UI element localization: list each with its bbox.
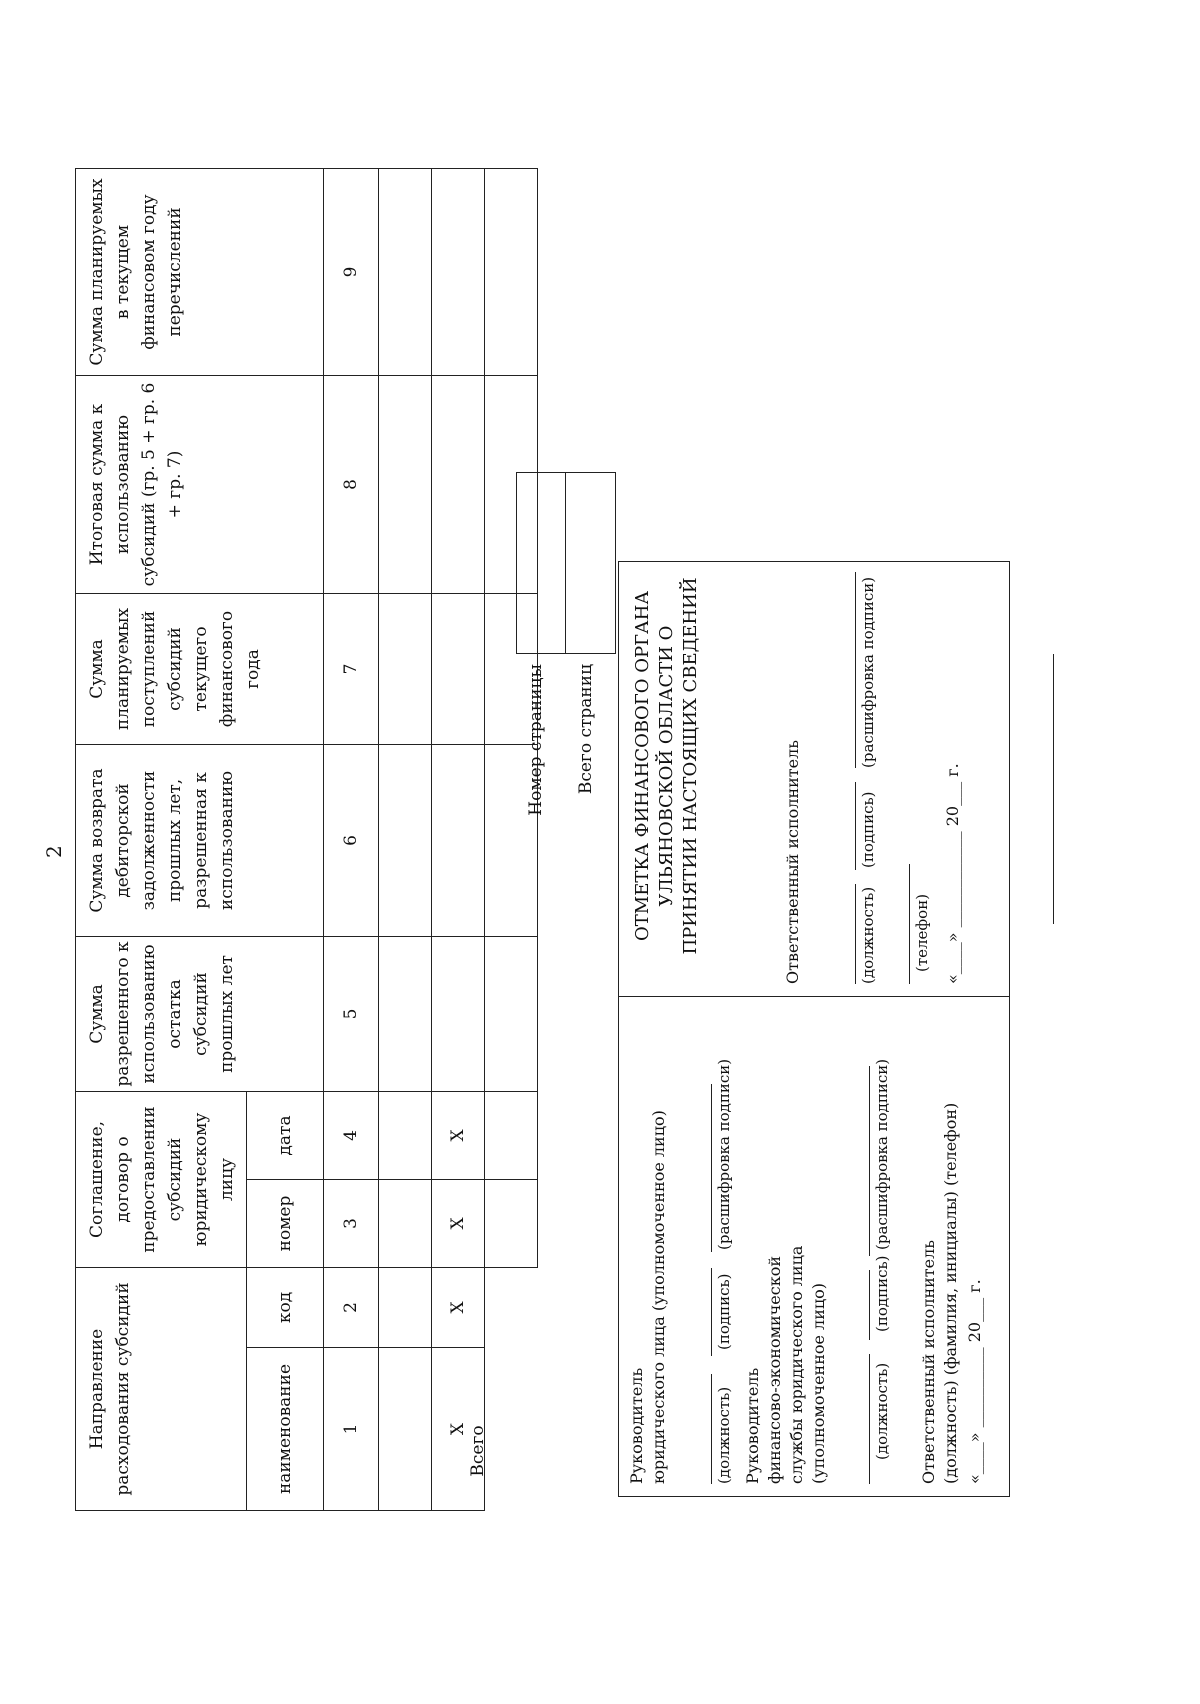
position-caption: (должность) (715, 1386, 733, 1484)
header-number: номер (247, 1179, 324, 1267)
column-number: 1 (324, 1348, 379, 1511)
column-number: 2 (324, 1267, 379, 1347)
table-cell[interactable] (379, 1348, 432, 1511)
x-cell: Х (432, 1348, 485, 1511)
table-cell[interactable] (379, 1091, 432, 1179)
header-col5: Сумма разрешенного к использованию остатка субсидий прошлых лет (76, 936, 324, 1091)
head-title-2: юридического лица (уполномоченное лицо) (649, 1110, 668, 1484)
table-row-x (432, 168, 485, 1510)
header-col8: Итоговая сумма к использованию субсидий (гр. 5 + гр. 6 + гр. 7) (76, 375, 324, 593)
decoding-line[interactable] (711, 1084, 712, 1252)
signature-caption: (подпись) (873, 1255, 891, 1332)
table-cell[interactable] (379, 744, 432, 936)
total-pages-label: Всего страниц (576, 664, 596, 795)
page-number-label: Номер страницы (526, 664, 546, 816)
decoding-caption: (расшифровка подписи) (859, 576, 877, 768)
decoding-line[interactable] (855, 572, 856, 768)
fin-head-4: (уполномоченное лицо) (809, 1282, 828, 1484)
signature-line[interactable] (855, 782, 856, 870)
signature-caption: (подпись) (715, 1273, 733, 1350)
fin-head-2: финансово-экономической (765, 1256, 784, 1484)
page-number: 2 (42, 845, 66, 858)
executor-captions: (должность) (фамилия, инициалы) (телефон) (941, 1102, 960, 1484)
column-number: 9 (324, 168, 379, 375)
table-cell[interactable] (432, 375, 485, 593)
table-cell[interactable] (379, 1179, 432, 1267)
position-line[interactable] (869, 1354, 870, 1484)
decoding-caption: (расшифровка подписи) (873, 1058, 891, 1250)
x-cell: Х (432, 1091, 485, 1179)
column-number: 3 (324, 1179, 379, 1267)
header-date: дата (247, 1091, 324, 1179)
total-label: Всего (468, 1425, 488, 1477)
date-line[interactable]: «____» __________ 20___ г. (965, 1279, 984, 1484)
pages-box-divider (565, 473, 566, 653)
subsidy-table (75, 168, 538, 1511)
table-cell[interactable] (485, 1091, 538, 1179)
table-cell[interactable] (379, 1267, 432, 1347)
table-cell[interactable] (432, 936, 485, 1091)
fin-head-3: службы юридического лица (787, 1245, 806, 1484)
pages-box (516, 472, 616, 654)
mark-title: ОТМЕТКА ФИНАНСОВОГО ОРГАНА УЛЬЯНОВСКОЙ ОБЛАСТИ О ПРИНЯТИИ НАСТОЯЩИХ СВЕДЕНИЙ (632, 577, 701, 955)
column-number: 4 (324, 1091, 379, 1179)
legal-entity-signatures (619, 996, 1009, 1496)
signature-block (618, 561, 1010, 1497)
column-number: 6 (324, 744, 379, 936)
position-caption: (должность) (859, 886, 877, 984)
table-cell[interactable] (485, 1179, 538, 1267)
signature-caption: (подпись) (859, 791, 877, 868)
position-line[interactable] (711, 1374, 712, 1484)
header-col7: Сумма планируемых поступлений субсидий текущего финансового года (76, 593, 324, 744)
divider-line (1053, 654, 1054, 924)
column-number: 7 (324, 593, 379, 744)
header-name: наименование (247, 1348, 324, 1511)
phone-caption: (телефон) (913, 893, 931, 972)
header-agreement: Соглашение, договор о предоставлении субсидий юридическому лицу (76, 1091, 247, 1267)
table-cell[interactable] (379, 593, 432, 744)
table-cell[interactable] (379, 375, 432, 593)
column-number: 5 (324, 936, 379, 1091)
table-cell[interactable] (432, 744, 485, 936)
signature-line[interactable] (711, 1268, 712, 1356)
decoding-line[interactable] (869, 1066, 870, 1256)
position-caption: (должность) (873, 1362, 891, 1460)
finance-authority-mark (619, 560, 1009, 996)
executor-label: Ответственный исполнитель (919, 1239, 938, 1484)
mark-executor-label: Ответственный исполнитель (783, 739, 802, 984)
table-cell[interactable] (379, 168, 432, 375)
header-code: код (247, 1267, 324, 1347)
header-col9: Сумма планируемых в текущем финансовом году перечислений (76, 168, 324, 375)
fin-head-1: Руководитель (743, 1367, 762, 1484)
table-cell[interactable] (379, 936, 432, 1091)
phone-line[interactable] (909, 864, 910, 984)
header-direction: Направление расходования субсидий (76, 1267, 247, 1510)
x-cell: Х (432, 1179, 485, 1267)
position-line[interactable] (855, 884, 856, 984)
x-cell: Х (432, 1267, 485, 1347)
column-number: 8 (324, 375, 379, 593)
header-col6: Сумма возврата дебиторской задолженности прошлых лет, разрешенная к использованию (76, 744, 324, 936)
table-cell[interactable] (485, 168, 538, 375)
table-cell[interactable] (432, 168, 485, 375)
mark-date-line[interactable]: «____» ____________ 20___ г. (943, 763, 962, 984)
signature-line[interactable] (869, 1270, 870, 1340)
table-row (379, 168, 432, 1510)
table-cell[interactable] (432, 593, 485, 744)
head-title-1: Руководитель (627, 1367, 646, 1484)
decoding-caption: (расшифровка подписи) (715, 1058, 733, 1250)
